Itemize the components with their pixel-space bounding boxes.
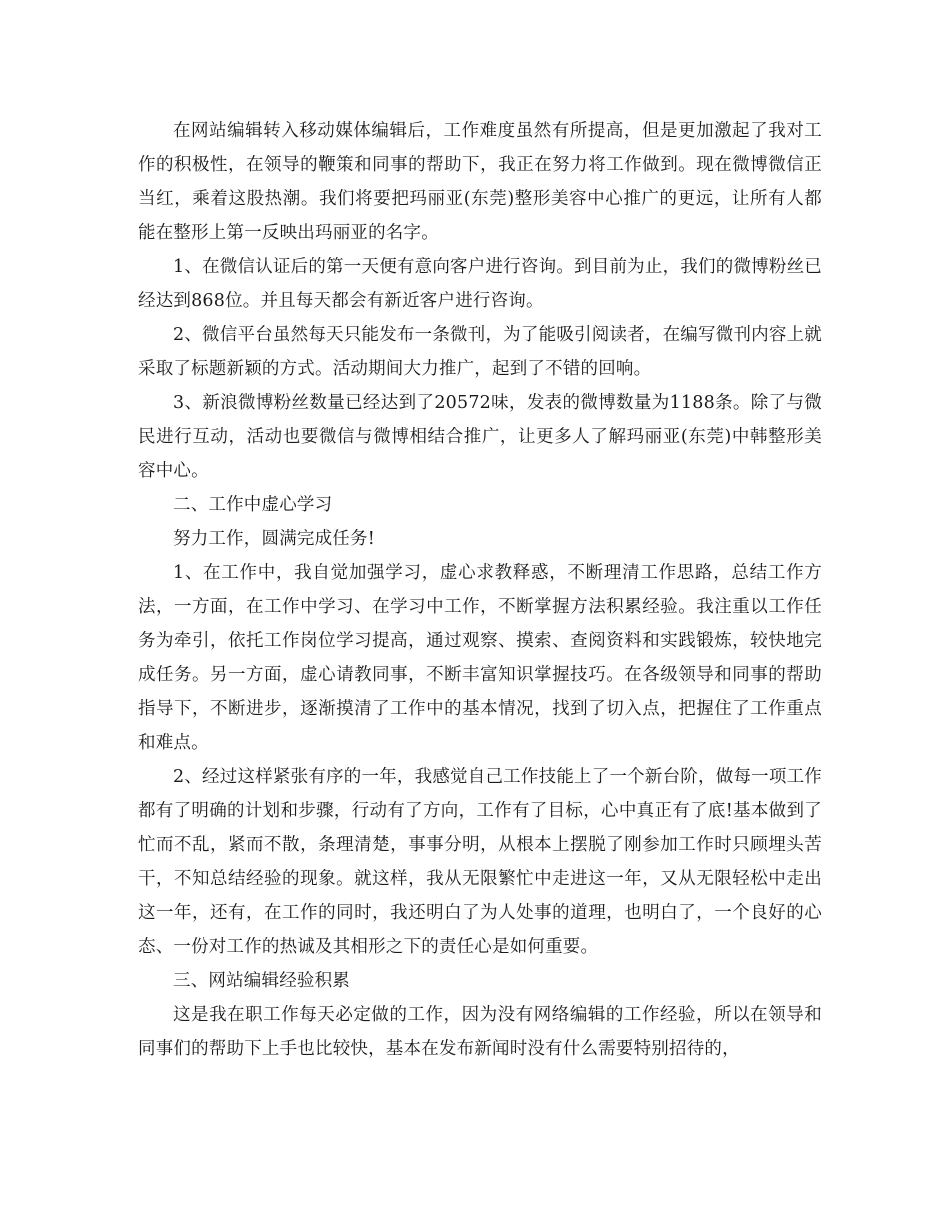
paragraph-learning-2: 2、经过这样紧张有序的一年，我感觉自己工作技能上了一个新台阶，做每一项工作都有了明确的计划和步骤，行动有了方向，工作有了目标，心中真正有了底!基本做到了忙而不乱，紧而不散，条理清楚，事事分明，从根本上摆脱了刚参加工作时只顾埋头苦干，不知总结经验的现象。就这样，我从无限繁忙中走进这一年，又从无限轻松中走出这一年，还有，在工作的同时，我还明白了为人处事的道理，也明白了，一个良好的心态、一份对工作的热诚及其相形之下的责任心是如何重要。 bbox=[138, 767, 822, 957]
paragraph-item-3: 3、新浪微博粉丝数量已经达到了20572味，发表的微博数量为1188条。除了与微民进行互动，活动也要微信与微博相结合推广，让更多人了解玛丽亚(东莞)中韩整形美容中心。 bbox=[138, 393, 822, 481]
document-body bbox=[138, 114, 822, 1066]
paragraph-intro: 在网站编辑转入移动媒体编辑后，工作难度虽然有所提高，但是更加激起了我对工作的积极性，在领导的鞭策和同事的帮助下，我正在努力将工作做到。现在微博微信正当红，乘着这股热潮。我们将要把玛丽亚(东莞)整形美容中心推广的更远，让所有人都能在整形上第一反映出玛丽亚的名字。 bbox=[138, 121, 822, 243]
paragraph-slogan: 努力工作，圆满完成任务! bbox=[173, 529, 375, 549]
paragraph-item-2: 2、微信平台虽然每天只能发布一条微刊，为了能吸引阅读者，在编写微刊内容上就采取了标题新颖的方式。活动期间大力推广，起到了不错的回响。 bbox=[138, 325, 822, 379]
paragraph-item-1: 1、在微信认证后的第一天便有意向客户进行咨询。到目前为止，我们的微博粉丝已经达到868位。并且每天都会有新近客户进行咨询。 bbox=[138, 257, 822, 311]
paragraph-experience: 这是我在职工作每天必定做的工作，因为没有网络编辑的工作经验，所以在领导和同事们的帮助下上手也比较快，基本在发布新闻时没有什么需要特别招待的， bbox=[138, 1005, 822, 1059]
section-heading-3: 三、网站编辑经验积累 bbox=[173, 971, 350, 991]
paragraph-learning-1: 1、在工作中，我自觉加强学习，虚心求教释惑，不断理清工作思路，总结工作方法，一方面，在工作中学习、在学习中工作，不断掌握方法积累经验。我注重以工作任务为牵引，依托工作岗位学习提高，通过观察、摸索、查阅资料和实践锻炼，较快地完成任务。另一方面，虚心请教同事，不断丰富知识掌握技巧。在各级领导和同事的帮助指导下，不断进步，逐渐摸清了工作中的基本情况，找到了切入点，把握住了工作重点和难点。 bbox=[138, 563, 822, 753]
section-heading-2: 二、工作中虚心学习 bbox=[173, 495, 333, 515]
